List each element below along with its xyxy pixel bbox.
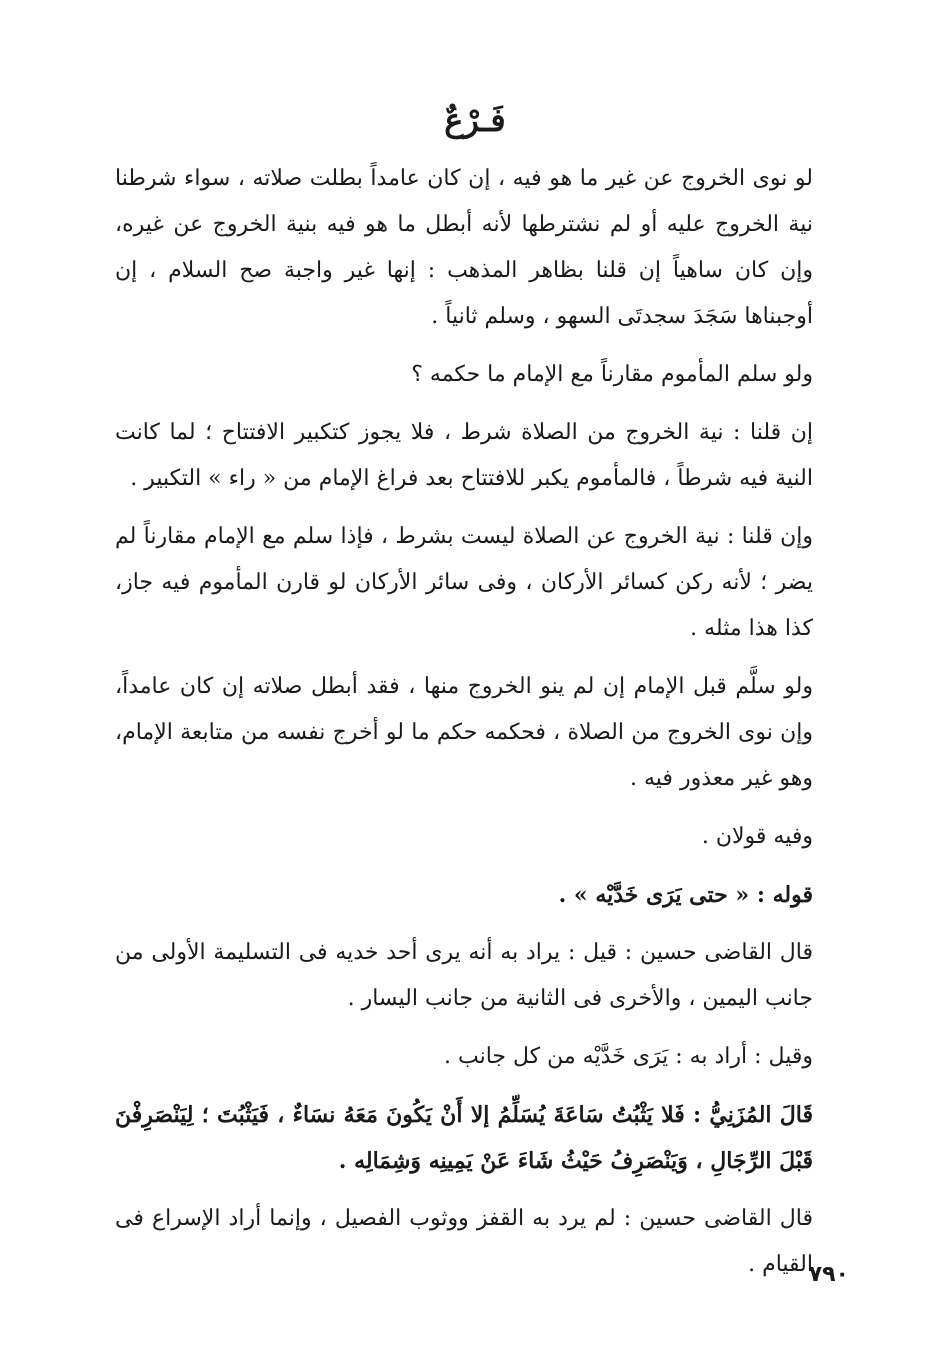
paragraph-4: وإن قلنا : نية الخروج عن الصلاة ليست بشرط ، فإذا سلم مع الإمام مقارناً لم يضر ؛ لأنه ركن كسائر الأركان ، وفى سائر الأركان لو قارن المأموم فيه جاز، كذا هذا مثله . [115, 524, 813, 641]
paragraph-5: ولو سلَّم قبل الإمام إن لم ينو الخروج منها ، فقد أبطل صلاته إن كان عامداً، وإن نوى الخروج من الصلاة ، فحكمه حكم ما لو أخرج نفسه من متابعة الإمام، وهو غير معذور فيه . [115, 674, 813, 791]
paragraph-8: قال القاضى حسين : قيل : يراد به أنه يرى أحد خديه فى التسليمة الأولى من جانب اليمين ، والأخرى فى الثانية من جانب اليسار . [115, 940, 813, 1011]
paragraph-10-quote: قَالَ المُزَنِيُّ : فَلا يَثْبُتُ سَاعَةَ يُسَلِّمُ إلا أَنْ يَكُونَ مَعَهُ نسَاءٌ ، فَيَثْبُتَ ؛ لِيَنْصَرِفْنَ قَبْلَ الرِّجَالِ ، وَيَنْصَرِفُ حَيْثُ شَاءَ عَنْ يَمِينِه وَشِمَالِه . [115, 1102, 813, 1174]
paragraph-2: ولو سلم المأموم مقارناً مع الإمام ما حكمه ؟ [411, 362, 813, 387]
section-heading: فَـرْعٌ [444, 101, 506, 139]
paragraph-1: لو نوى الخروج عن غير ما هو فيه ، إن كان عامداً بطلت صلاته ، سواء شرطنا نية الخروج عليه أو لم نشترطها لأنه أبطل ما هو فيه بنية الخروج عن غيره، وإن كان ساهياً إن قلنا بظاهر المذهب : إنها غير واجبة صح السلام ، إن أوجبناها سَجَدَ سجدتَى السهو ، وسلم ثانياً . [115, 166, 813, 329]
document-page [115, 90, 835, 1300]
paragraph-6: وفيه قولان . [701, 824, 813, 849]
paragraph-7-quote: قوله : « حتى يَرَى خَدَّيْه » . [558, 882, 813, 908]
page-number: ٧٩٠ [808, 1262, 849, 1287]
paragraph-9: وقيل : أراد به : يَرَى خَدَّيْه من كل جانب . [444, 1044, 813, 1069]
paragraph-11: قال القاضى حسين : لم يرد به القفز ووثوب الفصيل ، وإنما أراد الإسراع فى القيام . [115, 1206, 813, 1277]
paragraph-3: إن قلنا : نية الخروج من الصلاة شرط ، فلا يجوز كتكبير الافتتاح ؛ لما كانت النية فيه شرطاً ، فالمأموم يكبر للافتتاح بعد فراغ الإمام من « راء » التكبير . [115, 420, 813, 491]
